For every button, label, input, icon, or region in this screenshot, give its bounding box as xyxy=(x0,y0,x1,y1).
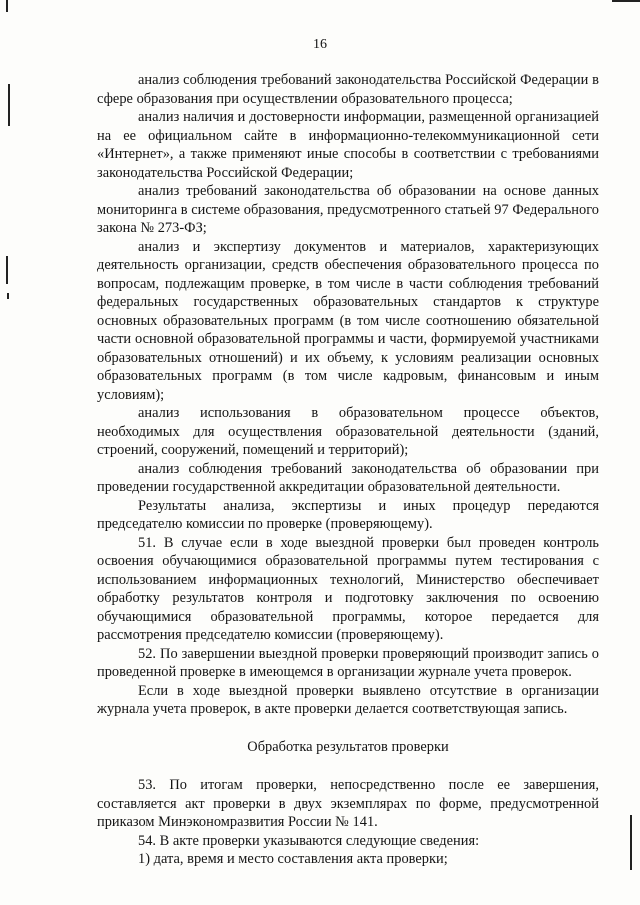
paragraph: анализ требований законодательства об образовании на основе данных мониторинга в системе образования, предусмотренного статьей 97 Федерального закона № 273-ФЗ; xyxy=(97,183,599,236)
page-number: 16 xyxy=(313,37,327,52)
scan-mark xyxy=(630,815,632,870)
scan-mark xyxy=(6,256,8,284)
list-item: 1) дата, время и место составления акта проверки; xyxy=(138,851,448,867)
scan-mark xyxy=(8,84,10,126)
paragraph: Если в ходе выездной проверки выявлено отсутствие в организации журнала учета проверок, в акте проверки делается соответствующая запись. xyxy=(97,682,599,717)
paragraph: анализ соблюдения требований законодательства Российской Федерации в сфере образования при осуществлении образовательного процесса; xyxy=(97,72,599,107)
paragraph-item-54: 54. В акте проверки указываются следующие сведения: xyxy=(138,832,480,849)
section-title: Обработка результатов проверки xyxy=(247,738,449,755)
paragraph: анализ соблюдения требований законодательства об образовании при проведении государственной аккредитации образовательной деятельности. xyxy=(97,460,599,495)
paragraph: анализ использования в образовательном процессе объектов, необходимых для осуществления образовательной деятельности (зданий, строений, сооружений, помещений и территорий); xyxy=(97,405,599,458)
paragraph-item-53: 53. По итогам проверки, непосредственно после ее завершения, составляется акт проверки в двух экземплярах по форме, предусмотренной приказом Минэкономразвития России № 141. xyxy=(97,777,599,830)
document-body xyxy=(97,71,599,869)
paragraph: анализ наличия и достоверности информации, размещенной организацией на ее официальном сайте в информационно-телекоммуникационной сети «Интернет», а также применяют иные способы в соответствии с требованиями законодательства Российской Федерации; xyxy=(97,109,599,181)
scan-mark xyxy=(612,0,640,2)
paragraph-item-51: 51. В случае если в ходе выездной проверки был проведен контроль освоения обучающимися образовательной программы путем тестирования с использованием информационных технологий, Министерство обеспечивает обработку результатов контроля и подготовку заключения по освоению обучающимися образовательной программы, которое передается для рассмотрения председателю комиссии (проверяющему). xyxy=(97,534,599,643)
paragraph-item-52: 52. По завершении выездной проверки проверяющий производит запись о проведенной проверке в имеющемся в организации журнале учета проверок. xyxy=(97,645,599,680)
scan-mark xyxy=(6,0,8,12)
scan-mark xyxy=(7,293,9,299)
paragraph: Результаты анализа, экспертизы и иных процедур передаются председателю комиссии по проверке (проверяющему). xyxy=(97,497,599,532)
paragraph: анализ и экспертизу документов и материалов, характеризующих деятельность организации, средств обеспечения образовательного процесса по вопросам, подлежащим проверке, в том числе в части соблюдения требований федеральных государственных образовательных стандартов к структуре основных образовательных программ (в том числе соотношению обязательной части основной образовательной программы и части, формируемой участниками образовательных отношений) и их объему, к условиям реализации основных образовательных программ (в том числе кадровым, финансовым и иным условиям); xyxy=(97,238,599,403)
